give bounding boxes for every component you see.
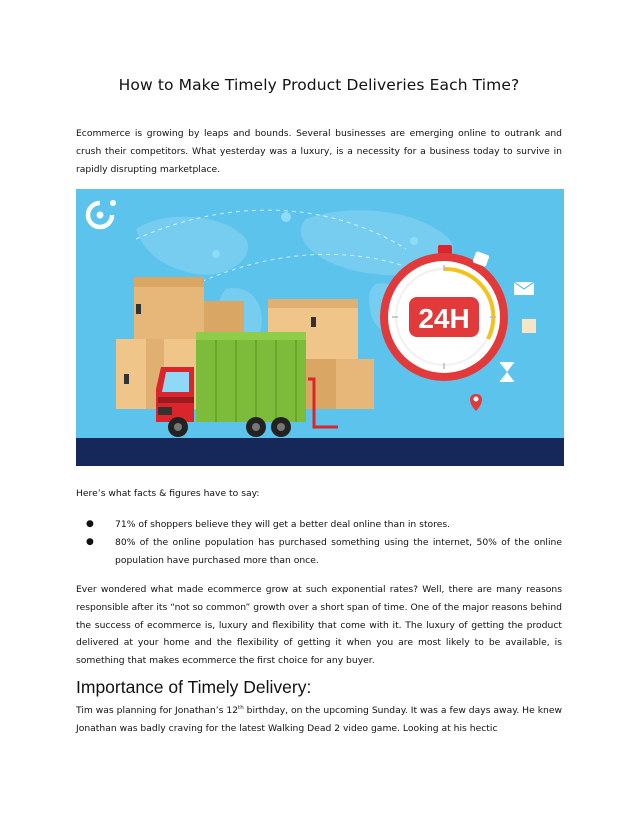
list-item: ● 80% of the online population has purchased something using the internet, 50% of the online population have purchased more than once. [86,534,562,570]
bullet-icon: ● [86,536,94,547]
section-heading: Importance of Timely Delivery: [76,677,312,697]
hero-image [76,189,564,466]
clock-24h-label: 24H [418,303,470,334]
growth-paragraph: Ever wondered what made ecommerce grow at such exponential rates? Well, there are many reasons responsible after its “not so common” growth over a short span of time. One of the major reasons behind the success of ecommerce is, luxury and flexibility that come with it. The luxury of getting the product delivered at your home and the flexibility of getting it when you are most likely to be available, is something that makes ecommerce the first choice for any buyer. [76,584,562,667]
intro-paragraph: Ecommerce is growing by leaps and bounds. Several businesses are emerging online to outrank and crush their competitors. What yesterday was a luxury, is a necessity for a business today to survive in rapidly disrupting marketplace. [76,128,562,175]
story-paragraph: Tim was planning for Jonathan’s 12th birthday, on the upcoming Sunday. It was a few days away. He knew Jonathan was badly craving for the latest Walking Dead 2 video game. Looking at his hectic [76,704,563,734]
ground-strip [76,438,564,466]
list-item: ● 71% of shoppers believe they will get a better deal online than in stores. [86,516,562,534]
bullet-icon: ● [86,519,94,529]
page-title: How to Make Timely Product Deliveries Each Time? [118,76,520,94]
facts-lead: Here’s what facts & figures have to say: [76,488,260,499]
facts-list [86,516,562,569]
